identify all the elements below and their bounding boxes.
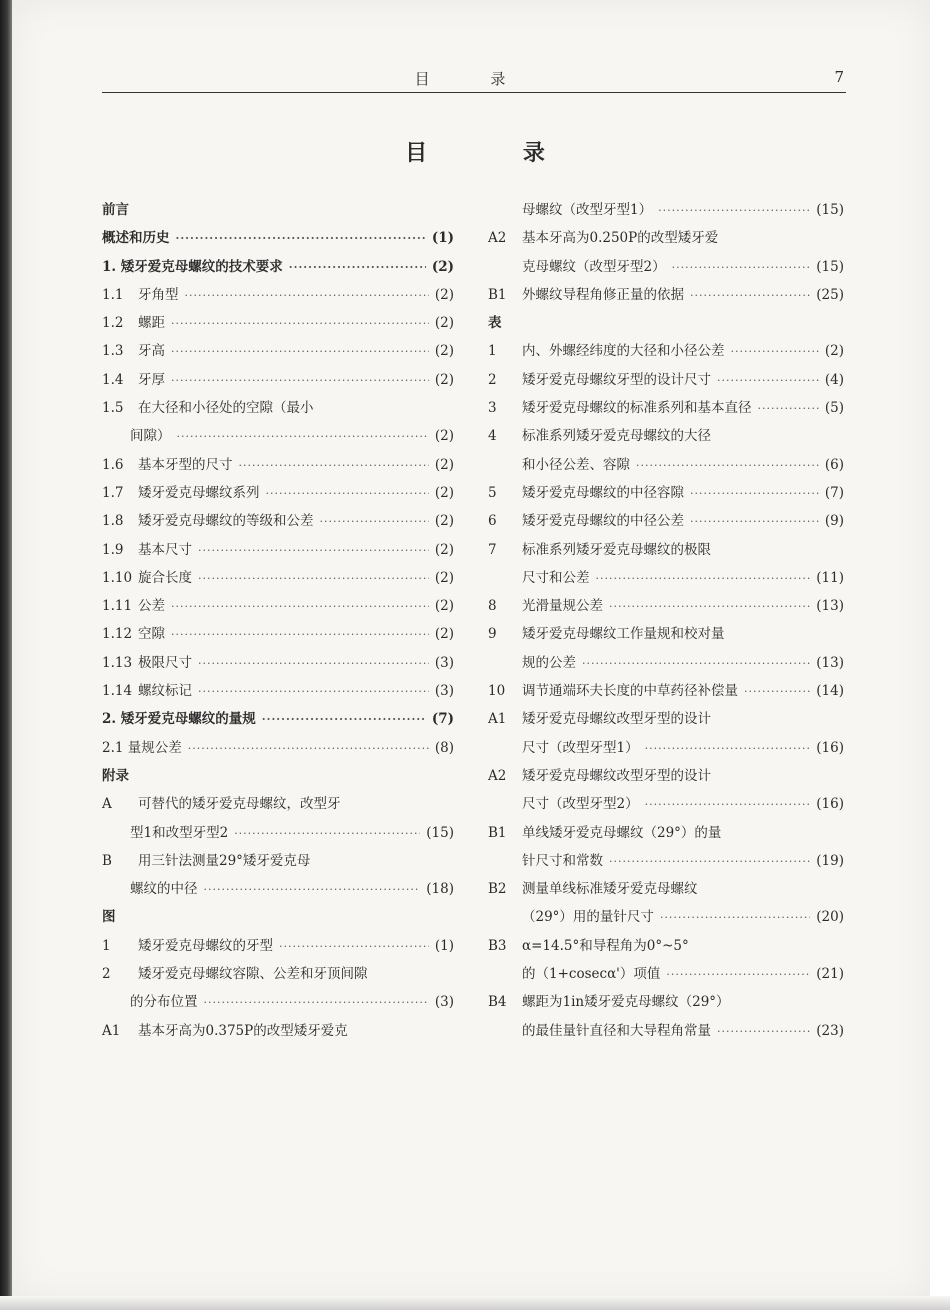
toc-entry-number: 10 bbox=[488, 683, 506, 700]
toc-leader-dots bbox=[234, 820, 420, 848]
toc-leader-dots bbox=[582, 650, 810, 678]
toc-leader-dots bbox=[744, 678, 810, 706]
toc-entry bbox=[102, 479, 454, 507]
toc-entry-title: 在大径和小径处的空隙（最小 bbox=[138, 400, 314, 417]
toc-leader-dots bbox=[690, 282, 810, 310]
toc-entry-number: A1 bbox=[102, 1022, 121, 1039]
toc-entry-title: 测量单线标准矮牙爱克母螺纹 bbox=[522, 881, 698, 898]
toc-leader-dots bbox=[239, 452, 429, 480]
toc-entry-page: (2) bbox=[434, 343, 454, 360]
toc-entry bbox=[102, 734, 454, 762]
toc-leader-dots bbox=[171, 338, 429, 366]
toc-entry-title: 矮牙爱克母螺纹的等级和公差 bbox=[138, 513, 314, 530]
toc-entry bbox=[488, 960, 844, 988]
toc-entry-page: (2) bbox=[434, 598, 454, 615]
toc-entry-number: 1.9 bbox=[102, 541, 124, 558]
toc-entry-page: (11) bbox=[816, 569, 844, 586]
toc-entry-page: (3) bbox=[434, 683, 454, 700]
toc-entry-title: 标准系列矮牙爱克母螺纹的极限 bbox=[522, 541, 711, 558]
toc-entry-title: 间隙） bbox=[130, 428, 171, 445]
toc-entry-page: (5) bbox=[824, 400, 844, 417]
toc-entry bbox=[488, 903, 844, 931]
toc-entry bbox=[488, 734, 844, 762]
toc-entry-title: 和小径公差、容隙 bbox=[522, 456, 630, 473]
toc-entry bbox=[488, 790, 844, 818]
toc-leader-dots bbox=[266, 480, 429, 508]
toc-entry-page: (2) bbox=[434, 456, 454, 473]
toc-entry bbox=[488, 762, 844, 790]
toc-entry-number: 2 bbox=[488, 371, 497, 388]
toc-entry bbox=[102, 988, 454, 1016]
toc-entry-title: 矮牙爱克母螺纹的中径容隙 bbox=[522, 484, 684, 501]
toc-entry-title: 矮牙爱克母螺纹系列 bbox=[138, 484, 260, 501]
toc-entry bbox=[102, 677, 454, 705]
toc-entry-page: (21) bbox=[816, 966, 844, 983]
toc-entry-page: (14) bbox=[816, 683, 844, 700]
toc-entry-title: 矮牙爱克母螺纹改型牙型的设计 bbox=[522, 711, 711, 728]
toc-entry-number: 6 bbox=[488, 513, 497, 530]
toc-entry-number: 1.10 bbox=[102, 569, 133, 586]
toc-entry bbox=[488, 932, 844, 960]
toc-entry bbox=[102, 875, 454, 903]
toc-entry-title: 基本牙高为0.250P的改型矮牙爱 bbox=[522, 230, 719, 247]
toc-entry-title: 图 bbox=[102, 909, 116, 926]
toc-entry bbox=[488, 422, 844, 450]
toc-entry-title: （29°）用的量针尺寸 bbox=[522, 909, 654, 926]
toc-entry-title: 外螺纹导程角修正量的依据 bbox=[522, 286, 684, 303]
toc-entry-number: 1.2 bbox=[102, 315, 124, 332]
toc-entry-number: 5 bbox=[488, 484, 497, 501]
toc-entry bbox=[102, 903, 454, 931]
toc-leader-dots bbox=[262, 706, 426, 734]
toc-entry-number: 9 bbox=[488, 626, 497, 643]
toc-entry bbox=[488, 281, 844, 309]
toc-entry-title: 螺距 bbox=[138, 315, 165, 332]
toc-entry-page: (2) bbox=[434, 315, 454, 332]
toc-leader-dots bbox=[658, 197, 810, 225]
toc-entry-title: 螺纹的中径 bbox=[130, 881, 198, 898]
toc-entry-title: 牙高 bbox=[138, 343, 165, 360]
toc-entry bbox=[102, 932, 454, 960]
toc-entry bbox=[488, 677, 844, 705]
toc-entry-number: 3 bbox=[488, 400, 497, 417]
toc-entry-page: (15) bbox=[816, 258, 844, 275]
toc-leader-dots bbox=[609, 593, 810, 621]
toc-entry-title: 矮牙爱克母螺纹容隙、公差和牙顶间隙 bbox=[138, 966, 368, 983]
toc-entry bbox=[488, 620, 844, 648]
toc-leader-dots bbox=[171, 310, 429, 338]
toc-entry bbox=[488, 196, 844, 224]
toc-leader-dots bbox=[171, 593, 429, 621]
toc-entry-page: (2) bbox=[434, 484, 454, 501]
toc-entry bbox=[102, 847, 454, 875]
toc-entry bbox=[488, 564, 844, 592]
toc-entry bbox=[488, 536, 844, 564]
toc-entry bbox=[102, 224, 454, 252]
toc-leader-dots bbox=[645, 791, 811, 819]
toc-entry-number: 1.3 bbox=[102, 343, 124, 360]
toc-right-column bbox=[488, 196, 844, 1045]
toc-leader-dots bbox=[320, 508, 429, 536]
toc-entry bbox=[488, 366, 844, 394]
toc-entry-page: (2) bbox=[434, 513, 454, 530]
toc-entry-number: B1 bbox=[488, 286, 507, 303]
toc-entry-page: (8) bbox=[434, 739, 454, 756]
toc-entry bbox=[488, 819, 844, 847]
toc-entry-title: 单线矮牙爱克母螺纹（29°）的量 bbox=[522, 824, 722, 841]
toc-entry bbox=[102, 507, 454, 535]
toc-entry bbox=[102, 253, 454, 281]
toc-entry-number: 8 bbox=[488, 598, 497, 615]
toc-entry bbox=[102, 337, 454, 365]
toc-entry-title: 可替代的矮牙爱克母螺纹，改型牙 bbox=[138, 796, 341, 813]
toc-entry bbox=[488, 337, 844, 365]
toc-entry-page: (3) bbox=[434, 994, 454, 1011]
toc-entry bbox=[102, 705, 454, 733]
toc-entry-title: 前言 bbox=[102, 202, 129, 218]
toc-entry-title: 基本牙高为0.375P的改型矮牙爱克 bbox=[138, 1022, 348, 1039]
toc-entry bbox=[102, 620, 454, 648]
page-number: 7 bbox=[834, 68, 844, 86]
toc-leader-dots bbox=[690, 480, 819, 508]
toc-leader-dots bbox=[596, 565, 811, 593]
toc-entry-title: 尺寸和公差 bbox=[522, 569, 590, 586]
toc-leader-dots bbox=[171, 367, 429, 395]
toc-entry bbox=[102, 536, 454, 564]
toc-entry-number: B bbox=[102, 852, 112, 869]
toc-entry-number: 1.5 bbox=[102, 400, 124, 417]
toc-entry-title: 1. 矮牙爱克母螺纹的技术要求 bbox=[102, 258, 283, 275]
toc-entry bbox=[488, 451, 844, 479]
toc-entry-number: A2 bbox=[488, 767, 507, 784]
toc-leader-dots bbox=[289, 254, 426, 282]
toc-entry-page: (25) bbox=[816, 286, 844, 303]
toc-entry-number: 1 bbox=[102, 937, 111, 954]
toc-entry bbox=[102, 649, 454, 677]
toc-entry bbox=[102, 564, 454, 592]
scan-bottom-edge bbox=[0, 1296, 950, 1310]
toc-entry-page: (2) bbox=[434, 626, 454, 643]
toc-entry-title: 的分布位置 bbox=[130, 994, 198, 1011]
toc-entry-page: (2) bbox=[434, 286, 454, 303]
toc-entry-title: 矮牙爱克母螺纹工作量规和校对量 bbox=[522, 626, 725, 643]
toc-entry-number: A1 bbox=[488, 711, 507, 728]
toc-entry-page: (20) bbox=[816, 909, 844, 926]
toc-entry-title: α=14.5°和导程角为0°~5° bbox=[522, 937, 689, 954]
toc-entry-page: (2) bbox=[431, 258, 454, 275]
toc-entry-page: (15) bbox=[426, 824, 454, 841]
toc-entry-page: (13) bbox=[816, 598, 844, 615]
toc-entry-title: 基本牙型的尺寸 bbox=[138, 456, 233, 473]
toc-entry-number: 4 bbox=[488, 428, 497, 445]
toc-entry bbox=[488, 253, 844, 281]
toc-entry-title: 牙厚 bbox=[138, 371, 165, 388]
toc-entry-title: 型1和改型牙型2 bbox=[130, 824, 229, 841]
toc-leader-dots bbox=[204, 989, 429, 1017]
toc-leader-dots bbox=[717, 367, 819, 395]
toc-leader-dots bbox=[204, 876, 421, 904]
toc-entry bbox=[488, 394, 844, 422]
toc-entry-number: A2 bbox=[488, 230, 507, 247]
toc-entry-number: B1 bbox=[488, 824, 507, 841]
toc-entry bbox=[102, 394, 454, 422]
toc-entry-number: B4 bbox=[488, 994, 507, 1011]
toc-entry-title: 克母螺纹（改型牙型2） bbox=[522, 258, 666, 275]
toc-entry bbox=[488, 988, 844, 1016]
toc-entry-page: (13) bbox=[816, 654, 844, 671]
toc-entry bbox=[488, 592, 844, 620]
toc-entry-title: 光滑量规公差 bbox=[522, 598, 603, 615]
toc-entry-title: 矮牙爱克母螺纹的标准系列和基本直径 bbox=[522, 400, 752, 417]
toc-entry bbox=[488, 309, 844, 337]
toc-leader-dots bbox=[171, 621, 429, 649]
toc-entry bbox=[102, 819, 454, 847]
toc-entry bbox=[102, 1017, 454, 1045]
toc-entry-number: 1.14 bbox=[102, 683, 133, 700]
toc-entry-number: 1.12 bbox=[102, 626, 133, 643]
toc-entry-page: (23) bbox=[816, 1022, 844, 1039]
toc-entry-title: 用三针法测量29°矮牙爱克母 bbox=[138, 852, 311, 869]
toc-entry-title: 的最佳量针直径和大导程角常量 bbox=[522, 1022, 711, 1039]
toc-left-column bbox=[102, 196, 454, 1045]
toc-entry-number: 1.7 bbox=[102, 484, 124, 501]
toc-entry-page: (1) bbox=[434, 937, 454, 954]
toc-leader-dots bbox=[717, 1018, 810, 1046]
toc-entry-page: (6) bbox=[824, 456, 844, 473]
toc-entry bbox=[488, 705, 844, 733]
toc-leader-dots bbox=[636, 452, 819, 480]
toc-leader-dots bbox=[645, 735, 811, 763]
toc-entry-title: 概述和历史 bbox=[102, 230, 170, 247]
toc-entry-page: (3) bbox=[434, 654, 454, 671]
toc-entry-page: (18) bbox=[426, 881, 454, 898]
toc-entry bbox=[488, 479, 844, 507]
toc-entry-number: 1.13 bbox=[102, 654, 133, 671]
toc-entry bbox=[488, 875, 844, 903]
toc-entry bbox=[102, 762, 454, 790]
toc-entry-title: 螺距为1in矮牙爱克母螺纹（29°） bbox=[522, 994, 730, 1011]
toc-entry bbox=[102, 196, 454, 224]
toc-entry-title: 尺寸（改型牙型2） bbox=[522, 796, 639, 813]
toc-entry-number: 1.11 bbox=[102, 598, 133, 615]
toc-entry bbox=[102, 422, 454, 450]
toc-entry-number: B3 bbox=[488, 937, 507, 954]
toc-entry-title: 针尺寸和常数 bbox=[522, 852, 603, 869]
toc-leader-dots bbox=[609, 848, 810, 876]
toc-entry-title: 附录 bbox=[102, 767, 129, 784]
toc-entry-title: 规的公差 bbox=[522, 654, 576, 671]
toc-entry-title: 牙角型 bbox=[138, 286, 179, 303]
toc-leader-dots bbox=[185, 282, 429, 310]
running-header bbox=[102, 62, 846, 93]
toc-entry-number: 1.6 bbox=[102, 456, 124, 473]
toc-entry bbox=[488, 847, 844, 875]
toc-entry-title: 2.1 量规公差 bbox=[102, 739, 182, 756]
toc-entry-title: 公差 bbox=[138, 598, 165, 615]
toc-entry bbox=[102, 309, 454, 337]
toc-leader-dots bbox=[198, 565, 429, 593]
toc-entry-title: 旋合长度 bbox=[138, 569, 192, 586]
toc-entry-number: 2 bbox=[102, 966, 111, 983]
toc-leader-dots bbox=[176, 225, 426, 253]
toc-leader-dots bbox=[660, 904, 810, 932]
toc-entry bbox=[102, 960, 454, 988]
toc-entry bbox=[488, 507, 844, 535]
page-title: 目 录 bbox=[405, 140, 589, 166]
toc-entry-page: (2) bbox=[824, 343, 844, 360]
toc-entry-title: 调节通端环夫长度的中草药径补偿量 bbox=[522, 683, 738, 700]
toc-entry-page: (2) bbox=[434, 371, 454, 388]
toc-leader-dots bbox=[672, 254, 811, 282]
toc-entry-title: 母螺纹（改型牙型1） bbox=[522, 202, 653, 218]
toc-entry-title: 2. 矮牙爱克母螺纹的量规 bbox=[102, 711, 256, 728]
toc-entry-page: (16) bbox=[816, 739, 844, 756]
toc-leader-dots bbox=[666, 961, 810, 989]
toc-entry-number: 1.8 bbox=[102, 513, 124, 530]
toc-entry-page: (2) bbox=[434, 569, 454, 586]
toc-leader-dots bbox=[758, 395, 819, 423]
toc-entry-title: 矮牙爱克母螺纹改型牙型的设计 bbox=[522, 767, 711, 784]
toc-entry-title: 内、外螺经纬度的大径和小径公差 bbox=[522, 343, 725, 360]
toc-entry bbox=[488, 1017, 844, 1045]
toc-entry-page: (19) bbox=[816, 852, 844, 869]
running-header-title: 目 录 bbox=[414, 70, 534, 88]
toc-leader-dots bbox=[198, 678, 429, 706]
toc-entry bbox=[102, 790, 454, 818]
toc-entry-number: B2 bbox=[488, 881, 507, 898]
toc-entry bbox=[102, 281, 454, 309]
toc-entry-title: 空隙 bbox=[138, 626, 165, 643]
toc-leader-dots bbox=[279, 933, 429, 961]
toc-entry-title: 螺纹标记 bbox=[138, 683, 192, 700]
toc-entry-number: 7 bbox=[488, 541, 497, 558]
toc-entry-page: (15) bbox=[816, 202, 844, 218]
toc-entry bbox=[102, 366, 454, 394]
toc-entry-page: (9) bbox=[824, 513, 844, 530]
toc-leader-dots bbox=[198, 650, 429, 678]
toc-leader-dots bbox=[188, 735, 429, 763]
toc-entry-page: (2) bbox=[434, 428, 454, 445]
toc-leader-dots bbox=[177, 423, 429, 451]
toc-entry-page: (7) bbox=[824, 484, 844, 501]
toc-entry bbox=[488, 224, 844, 252]
toc-entry-title: 矮牙爱克母螺纹牙型的设计尺寸 bbox=[522, 371, 711, 388]
toc-entry-number: 1.1 bbox=[102, 286, 124, 303]
toc-entry-title: 尺寸（改型牙型1） bbox=[522, 739, 639, 756]
toc-leader-dots bbox=[690, 508, 819, 536]
toc-entry-title: 极限尺寸 bbox=[138, 654, 192, 671]
toc-entry-title: 基本尺寸 bbox=[138, 541, 192, 558]
toc-entry-page: (2) bbox=[434, 541, 454, 558]
toc-entry-page: (1) bbox=[431, 230, 454, 247]
toc-leader-dots bbox=[731, 338, 819, 366]
toc-entry-title: 矮牙爱克母螺纹的中径公差 bbox=[522, 513, 684, 530]
toc-entry-title: 标准系列矮牙爱克母螺纹的大径 bbox=[522, 428, 711, 445]
toc-entry-title: 表 bbox=[488, 315, 502, 332]
toc-entry bbox=[488, 649, 844, 677]
toc-entry-number: 1.4 bbox=[102, 371, 124, 388]
toc-entry-page: (4) bbox=[824, 371, 844, 388]
toc-entry-page: (16) bbox=[816, 796, 844, 813]
toc-leader-dots bbox=[198, 537, 429, 565]
toc-entry-title: 矮牙爱克母螺纹的牙型 bbox=[138, 937, 273, 954]
toc-entry-page: (7) bbox=[431, 711, 454, 728]
toc-entry bbox=[102, 451, 454, 479]
toc-entry bbox=[102, 592, 454, 620]
toc-entry-title: 的（1+cosecα'）项值 bbox=[522, 966, 661, 983]
toc-entry-number: A bbox=[102, 796, 112, 813]
toc-entry-number: 1 bbox=[488, 343, 497, 360]
